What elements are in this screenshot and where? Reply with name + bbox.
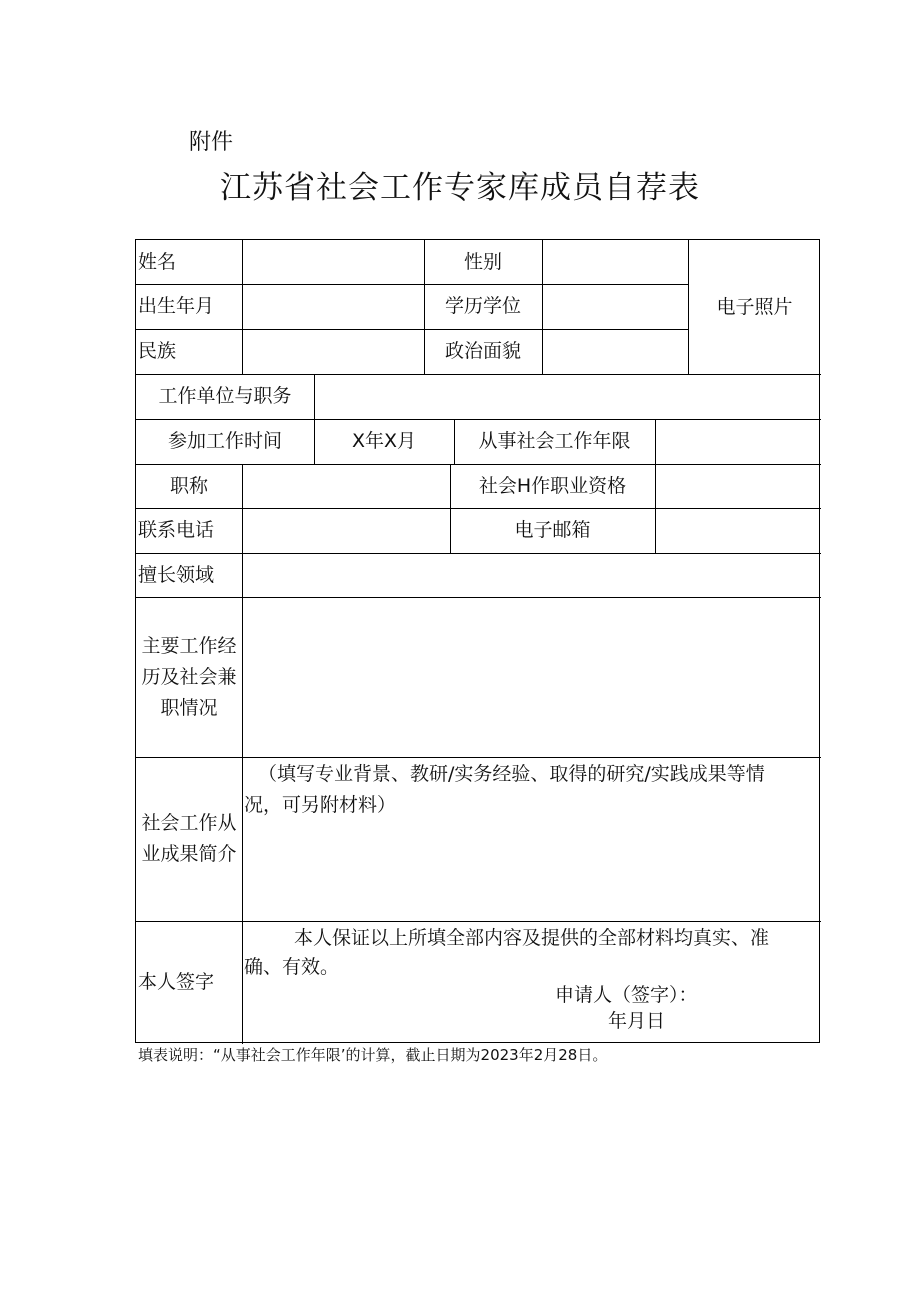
achievements-label-line-2: 业成果简介 (141, 843, 237, 865)
date-line: 年月日 (608, 1010, 666, 1032)
qualification-label: 社会H作职业资格 (478, 474, 627, 497)
signature-area[interactable] (242, 921, 821, 1044)
achievements-label-line-1: 社会工作从 (141, 812, 237, 834)
ethnicity-field[interactable] (242, 329, 424, 374)
experience-label (136, 597, 242, 757)
education-field[interactable] (542, 284, 688, 329)
professional-title-label: 职称 (169, 474, 208, 497)
expertise-label: 擅长领域 (138, 563, 215, 586)
email-field[interactable] (655, 508, 821, 553)
form-title: 江苏省社会工作专家库成员自荐表 (220, 170, 700, 206)
experience-label-line-1: 主要工作经 (141, 634, 237, 657)
ethnicity-label: 民族 (138, 340, 177, 362)
gender-field[interactable] (542, 240, 688, 284)
phone-field[interactable] (242, 508, 450, 553)
annex-label: 附件 (189, 130, 234, 155)
achievements-field[interactable] (242, 757, 821, 921)
name-label: 姓名 (138, 250, 177, 273)
achievements-hint-line-2: 况，可另附材料） (244, 794, 397, 816)
declaration-line-2: 确、有效。 (244, 956, 340, 978)
start-work-label: 参加工作时间 (167, 430, 282, 452)
applicant-signature-line: 申请人（签字）： (555, 984, 698, 1006)
name-field[interactable] (242, 240, 424, 284)
birth-field[interactable] (242, 284, 424, 329)
employer-label: 工作单位与职务 (158, 385, 292, 407)
birth-label: 出生年月 (138, 295, 215, 317)
years-field[interactable] (655, 419, 821, 464)
self-recommendation-form (135, 239, 820, 1043)
photo-box[interactable]: 电子照片 (716, 295, 793, 318)
political-field[interactable] (542, 329, 688, 374)
start-work-field[interactable]: X年X月 (351, 430, 417, 452)
expertise-field[interactable] (242, 553, 821, 597)
fill-instructions: 填表说明：“从事社会工作年限’的计算，截止日期为2023年2月28日。 (138, 1046, 608, 1064)
achievements-label (136, 757, 242, 921)
experience-field[interactable] (242, 597, 821, 757)
employer-field[interactable] (314, 374, 821, 419)
phone-label: 联系电话 (138, 519, 215, 541)
education-label: 学历学位 (444, 295, 521, 317)
experience-label-line-3: 职情况 (160, 696, 218, 719)
qualification-field[interactable] (655, 464, 821, 508)
years-label: 从事社会工作年限 (478, 430, 631, 452)
declaration-line-1: 本人保证以上所填全部内容及提供的全部材料均真实、准 (294, 927, 770, 949)
gender-label: 性别 (463, 250, 502, 273)
email-label: 电子邮箱 (514, 519, 591, 541)
political-label: 政治面貌 (444, 340, 521, 362)
signature-label: 本人签字 (138, 971, 215, 993)
achievements-hint-line-1: （填写专业背景、教研/实务经验、取得的研究/实践成果等情 (258, 763, 765, 785)
professional-title-field[interactable] (242, 464, 450, 508)
experience-label-line-2: 历及社会兼 (141, 665, 237, 688)
